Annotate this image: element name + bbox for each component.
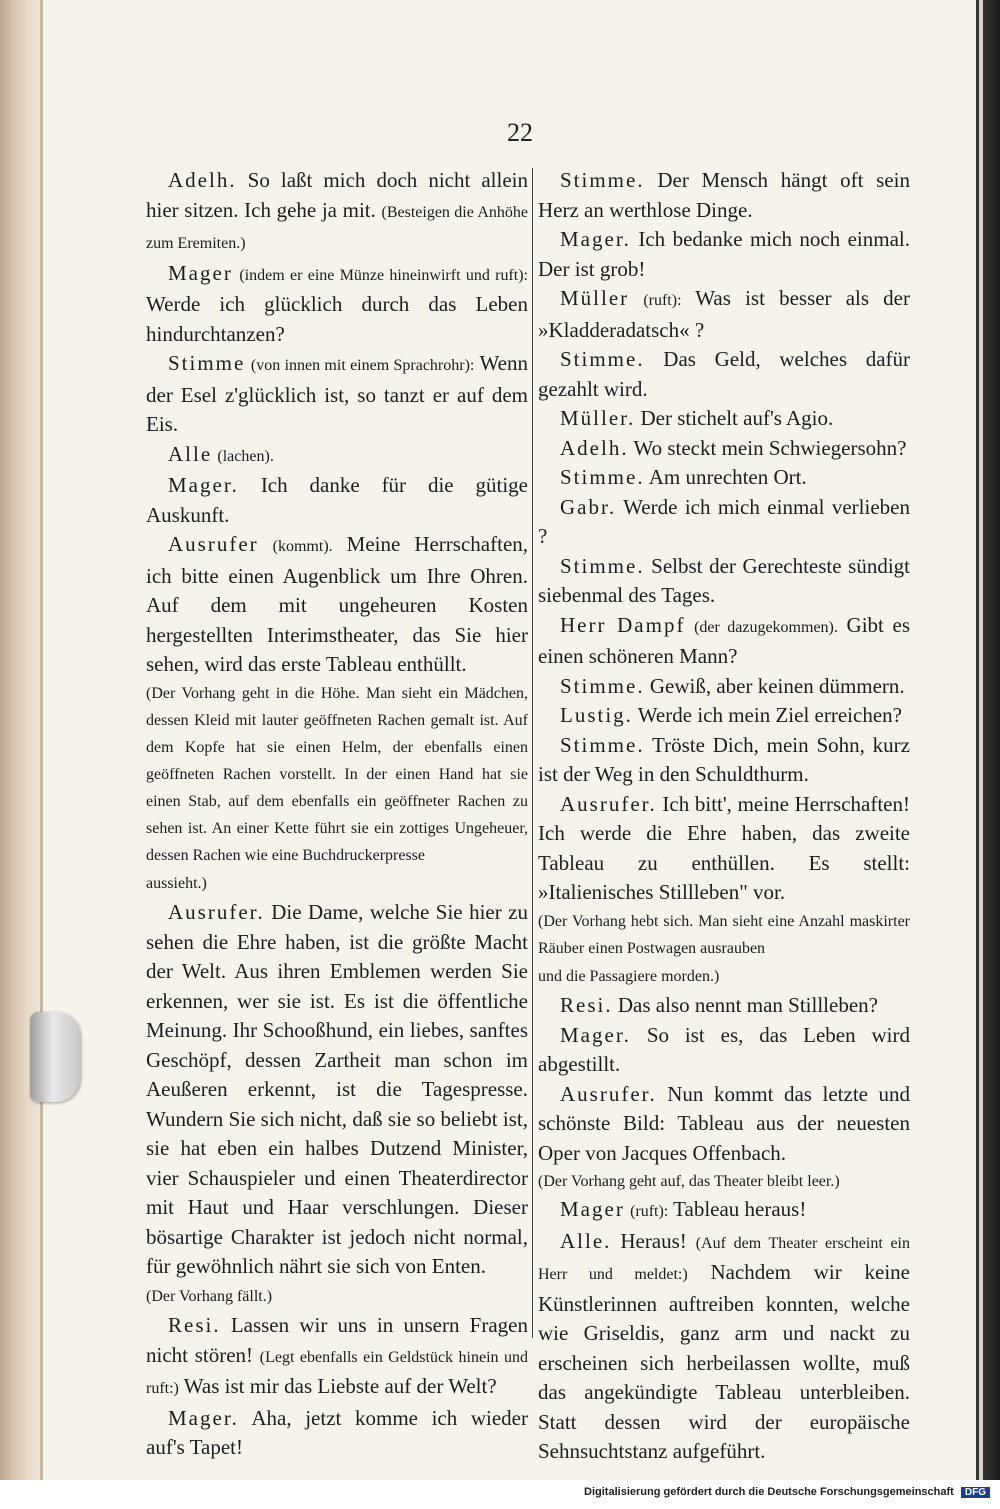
speaker-name: Stimme. (560, 732, 645, 757)
speech-paragraph (538, 1195, 910, 1227)
column-divider (532, 168, 533, 1338)
speaker-name: Lustig. (560, 703, 633, 727)
speech-paragraph (146, 898, 528, 1282)
speech-paragraph (146, 259, 528, 350)
speech-text: Das also nennt man Stillleben? (617, 993, 878, 1017)
speech-paragraph (146, 1404, 528, 1463)
speech-text: Werde ich mein Ziel erreichen? (637, 703, 902, 727)
speaker-name: Mager. (560, 1022, 631, 1047)
speech-paragraph (538, 345, 910, 404)
speech-text: Der stichelt auf's Agio. (640, 406, 834, 430)
speaker-name: Herr Dampf (560, 612, 686, 637)
page-number: 22 (507, 118, 533, 147)
speech-text: Heraus! (620, 1228, 687, 1253)
speech-paragraph (538, 611, 910, 672)
speaker-name: Ausrufer. (560, 1081, 657, 1106)
speaker-name: Alle. (560, 1228, 612, 1253)
speaker-name: Mager. (168, 473, 239, 497)
speech-text: Tröste Dich, mein Sohn, kurz ist der Weg in den Schuldthurm. (538, 732, 910, 786)
funding-credit-text: Digitalisierung gefördert durch die Deutsche Forschungsgemeinschaft (584, 1486, 954, 1498)
speech-paragraph (538, 552, 910, 611)
speech-text: Das Geld, welches dafür gezahlt wird. (538, 347, 911, 401)
speech-text: Die Dame, welche Sie hier zu sehen die Ehre haben, ist die größte Macht der Welt. Aus ihren Emblemen werden Sie erkennen, wer sie ist. Es ist die öffentliche Meinung. Ihr Schooßhund, ein liebes, sanftes Geschöpf, dessen Zartheit man schon im Aeußeren erkennt, ist die Tagespresse. Wundern Sie sich nicht, daß sie so beliebt ist, sie hat eben ein halbes Dutzend Minister, vier Schauspieler und einen Theaterdirector mit Haut und Haar verschlungen. Dieser bösartige Charakter ist jedoch nicht normal, für gewöhnlich nährt sie sich von Enten. (146, 900, 528, 1278)
speech-text: Was ist besser als der »Kladderadatsch« ? (538, 286, 910, 342)
speech-paragraph (538, 225, 910, 284)
page-clip (30, 1012, 80, 1102)
speech-text: Lassen wir uns in unsern Fragen nicht stören! (146, 1313, 528, 1367)
stage-direction: (indem er eine Münze hineinwirft und ruft): (239, 266, 529, 284)
speech-paragraph (538, 463, 910, 493)
stage-direction: (Besteigen die Anhöhe zum Eremiten.) (146, 203, 528, 252)
stage-direction: (kommt). (272, 538, 333, 555)
speaker-name: Alle (168, 441, 213, 466)
funding-credit (584, 1486, 990, 1498)
speech-text: Werde ich mich einmal verlieben ? (538, 494, 910, 548)
speech-text: Ich bitt', meine Herrschaften! Ich werde die Ehre haben, das zweite Tableau zu enthüllen. Es stellt: »Italienisches Stillleben" vor. (538, 791, 910, 904)
spine-edge (40, 0, 43, 1509)
speech-text: Wenn der Esel z'glücklich ist, so tanzt er auf dem Eis. (146, 351, 529, 436)
stage-direction: (Legt ebenfalls ein Geldstück hinein und ruft:) (146, 1348, 529, 1397)
stage-direction: (lachen). (217, 447, 274, 465)
speech-text: Nun kommt das letzte und schönste Bild: Tableau aus der neuesten Oper von Jacques Offenbach. (538, 1081, 910, 1165)
speech-paragraph (146, 440, 528, 472)
speaker-name: Resi. (560, 993, 613, 1017)
speaker-name: Gabr. (560, 494, 617, 519)
speech-paragraph (146, 166, 528, 259)
speech-paragraph (538, 790, 910, 908)
speech-paragraph (538, 404, 910, 434)
speech-text: Werde ich glücklich durch das Leben hindurchtanzen? (146, 292, 528, 346)
speech-text: Wo steckt mein Schwiegersohn? (633, 435, 907, 460)
speaker-name: Mager. (560, 227, 631, 251)
speech-text: Nachdem wir keine Künstlerinnen auftreiben konnten, welche wie Griseldis, ganz arm und nackt zu erscheinen sich herbeilassen wollte, muß das angekündigte Tableau unterbleiben. Statt dessen wird der europäische Sehnsuchtstanz aufgeführt. (538, 1260, 911, 1463)
speech-paragraph (146, 530, 528, 680)
speech-text: So ist es, das Leben wird abgestillt. (538, 1022, 910, 1076)
speaker-name: Stimme. (560, 168, 645, 192)
stage-direction: (von innen mit einem Sprachrohr): (250, 357, 475, 374)
speaker-name: Stimme. (560, 553, 645, 578)
speaker-name: Resi. (168, 1313, 221, 1337)
speaker-name: Mager. (168, 1405, 239, 1430)
speaker-name: Müller (560, 286, 630, 310)
speech-text: Tableau heraus! (673, 1197, 807, 1221)
stage-direction: (Auf dem Theater erscheint ein Herr und meldet:) (538, 1234, 911, 1283)
speech-paragraph (538, 284, 910, 345)
speech-text: Meine Herrschaften, ich bitte einen Augenblick um Ihre Ohren. Auf dem mit ungeheuren Kosten hergestellten Interimstheater, das Sie hier sehen, wird das erste Tableau enthüllt. (146, 532, 529, 676)
speaker-name: Adelh. (168, 168, 237, 192)
speech-text: Ich bedanke mich noch einmal. Der ist grob! (538, 227, 910, 281)
speech-text: Ich danke für die gütige Auskunft. (146, 473, 528, 527)
speaker-name: Ausrufer. (560, 791, 657, 816)
speaker-name: Müller. (560, 406, 636, 430)
speech-text: Gewiß, aber keinen dümmern. (649, 673, 905, 698)
speech-paragraph (146, 349, 528, 440)
speaker-name: Mager (560, 1197, 625, 1221)
speech-text: Was ist mir das Liebste auf der Welt? (183, 1374, 497, 1398)
speaker-name: Ausrufer (168, 532, 259, 556)
speech-paragraph (538, 493, 910, 552)
speech-paragraph (146, 471, 528, 530)
speech-paragraph (538, 701, 910, 731)
speech-paragraph (538, 731, 910, 790)
page-right-edge (976, 0, 1000, 1480)
stage-direction: (der dazugekommen). (694, 618, 838, 636)
speech-text: So laßt mich doch nicht allein hier sitzen. Ich gehe ja mit. (146, 168, 529, 222)
stage-direction: (ruft): (643, 292, 682, 309)
speech-text: Aha, jetzt komme ich wieder auf's Tapet! (146, 1405, 528, 1459)
left-column (146, 166, 528, 1463)
stage-direction-block: (Der Vorhang fällt.) (146, 1287, 273, 1305)
speech-paragraph (538, 1080, 910, 1169)
stage-direction-end: und die Passagiere morden.) (538, 967, 720, 985)
speech-text: Gibt es einen schöneren Mann? (538, 612, 911, 668)
speaker-name: Stimme. (560, 673, 645, 698)
speaker-name: Ausrufer. (168, 900, 265, 924)
stage-direction: (ruft): (630, 1203, 669, 1220)
stage-direction-block: (Der Vorhang geht auf, das Theater bleibt leer.) (538, 1173, 840, 1190)
stage-direction-block: (Der Vorhang hebt sich. Man sieht eine Anzahl maskirter Räuber einen Postwagen ausrauben (538, 912, 910, 957)
speaker-name: Stimme. (560, 347, 645, 371)
speaker-name: Stimme (168, 351, 246, 375)
dfg-logo: DFG (961, 1487, 990, 1498)
speech-paragraph (146, 1311, 528, 1404)
speech-paragraph (538, 1021, 910, 1080)
speech-text: Am unrechten Ort. (648, 465, 807, 489)
speaker-name: Adelh. (560, 435, 629, 460)
speech-paragraph (538, 672, 910, 702)
speech-paragraph (538, 166, 910, 225)
stage-direction-end: aussieht.) (146, 874, 207, 892)
speech-paragraph (538, 1227, 910, 1467)
stage-direction-block: (Der Vorhang geht in die Höhe. Man sieht ein Mädchen, dessen Kleid mit lauter geöffneten Rachen gemalt ist. Auf dem Kopfe hat sie einen Helm, der ebenfalls einen geöffneten Rachen vorstellt. In der einen Hand hat sie einen Stab, auf dem ebenfalls ein geöffneter Rachen zu sehen ist. An einer Kette führt sie ein zottiges Ungeheuer, dessen Rachen wie eine Buchdruckerpresse (146, 684, 528, 864)
speech-text: Der Mensch hängt oft sein Herz an werthlose Dinge. (538, 168, 911, 222)
speech-paragraph (538, 991, 910, 1021)
book-spine (0, 0, 40, 1509)
speaker-name: Stimme. (560, 465, 645, 489)
right-column (538, 166, 910, 1467)
speech-paragraph (538, 434, 910, 464)
speech-text: Selbst der Gerechteste sündigt siebenmal des Tages. (538, 553, 910, 607)
speaker-name: Mager (168, 260, 233, 285)
